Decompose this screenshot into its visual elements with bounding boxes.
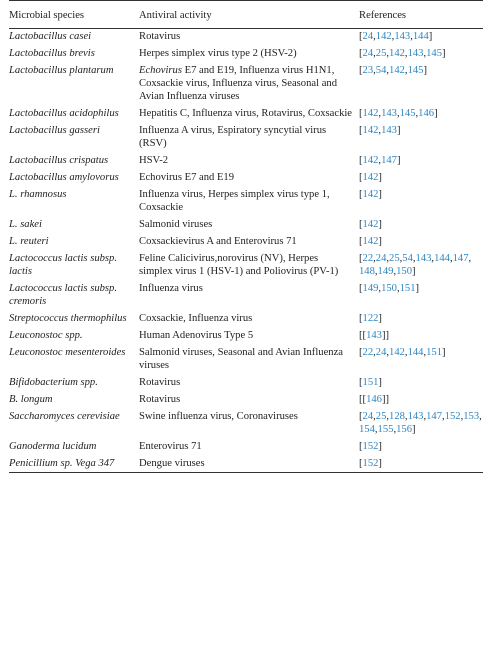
- bracket-open: [: [359, 411, 363, 422]
- reference-link[interactable]: 25: [389, 253, 400, 264]
- reference-separator: ,: [479, 411, 482, 422]
- reference-separator: ,: [442, 411, 445, 422]
- reference-separator: ,: [404, 48, 408, 59]
- reference-separator: ,: [396, 283, 400, 294]
- activity-cell: [139, 311, 359, 328]
- species-cell: L. sakei: [9, 219, 42, 230]
- table-row: [9, 170, 483, 187]
- activity-text: E7 and E19, Influenza virus H1N1, Coxsackie virus, Influenza virus, Seasonal and Avian Influenza viruses: [139, 65, 337, 102]
- reference-link[interactable]: 149: [377, 266, 394, 277]
- reference-link[interactable]: 142: [389, 48, 405, 59]
- bracket-open: [: [359, 458, 363, 469]
- reference-link[interactable]: 54: [402, 253, 413, 264]
- reference-link[interactable]: 142: [362, 125, 379, 136]
- bracket-close: ]: [378, 219, 382, 230]
- reference-link[interactable]: 122: [362, 313, 379, 324]
- table-row: [9, 106, 483, 123]
- bracket-open: [[: [359, 330, 367, 341]
- activity-cell: [139, 217, 359, 234]
- table-row: [9, 217, 483, 234]
- reference-link[interactable]: 148: [359, 266, 375, 277]
- reference-separator: ,: [393, 424, 397, 435]
- reference-link[interactable]: 143: [407, 411, 424, 422]
- reference-separator: ,: [449, 253, 453, 264]
- activity-text: Herpes simplex virus type 2 (HSV-2): [139, 48, 297, 59]
- bracket-open: [: [359, 236, 363, 247]
- reference-link[interactable]: 145: [407, 65, 424, 76]
- reference-separator: ,: [373, 31, 376, 42]
- table-row: [9, 392, 483, 409]
- reference-separator: ,: [412, 253, 416, 264]
- reference-link[interactable]: 152: [444, 411, 461, 422]
- bracket-open: [: [359, 172, 363, 183]
- bracket-close: ]: [378, 458, 382, 469]
- reference-link[interactable]: 143: [394, 31, 411, 42]
- reference-link[interactable]: 151: [426, 347, 443, 358]
- activity-text: HSV-2: [139, 155, 169, 166]
- table-row: [9, 123, 483, 153]
- bracket-open: [: [359, 313, 363, 324]
- header-references: References: [359, 1, 483, 29]
- species-cell: Lactococcus lactis subsp. lactis: [9, 253, 117, 277]
- bracket-close: ]: [378, 172, 382, 183]
- references-cell: [359, 234, 483, 251]
- activity-cell: [139, 345, 359, 375]
- table-row: [9, 153, 483, 170]
- activity-text: Enterovirus 71: [139, 441, 202, 452]
- species-cell: Lactococcus lactis subsp. cremoris: [9, 283, 117, 307]
- reference-link[interactable]: 151: [399, 283, 416, 294]
- reference-link[interactable]: 143: [415, 253, 432, 264]
- activity-cell: [139, 123, 359, 153]
- reference-separator: ,: [386, 411, 390, 422]
- reference-separator: ,: [378, 108, 382, 119]
- species-cell: Bifidobacterium spp.: [9, 377, 98, 388]
- reference-separator: ,: [391, 31, 395, 42]
- header-activity: Antiviral activity: [139, 1, 359, 29]
- reference-link[interactable]: 22: [362, 253, 374, 264]
- reference-link[interactable]: 147: [452, 253, 469, 264]
- activity-cell: [139, 375, 359, 392]
- activity-text: Feline Calicivirus,norovirus (NV), Herpes simplex virus 1 (HSV-1) and Poliovirus (PV-1): [139, 253, 339, 277]
- bracket-open: [: [359, 441, 363, 452]
- reference-link[interactable]: 150: [396, 266, 412, 277]
- header-species: Microbial species: [9, 1, 139, 29]
- activity-text: Influenza A virus, Espiratory syncytial virus (RSV): [139, 125, 327, 149]
- reference-link[interactable]: 147: [426, 411, 443, 422]
- reference-link[interactable]: 142: [362, 108, 379, 119]
- reference-separator: ,: [386, 48, 390, 59]
- references-cell: [359, 123, 483, 153]
- reference-separator: ,: [378, 283, 382, 294]
- reference-separator: ,: [378, 155, 382, 166]
- reference-link[interactable]: 24: [375, 347, 387, 358]
- bracket-close: ]: [434, 108, 438, 119]
- table-row: [9, 311, 483, 328]
- reference-separator: ,: [399, 253, 403, 264]
- reference-link[interactable]: 142: [375, 31, 392, 42]
- reference-link[interactable]: 142: [389, 65, 405, 76]
- reference-link[interactable]: 128: [389, 411, 405, 422]
- references-cell: [359, 311, 483, 328]
- species-cell: Lactobacillus amylovorus: [9, 172, 119, 183]
- reference-link[interactable]: 154: [359, 424, 375, 435]
- reference-separator: ,: [373, 347, 376, 358]
- activity-text: Influenza virus, Herpes simplex virus type 1, Coxsackie: [139, 189, 330, 213]
- table-row: [9, 456, 483, 473]
- bracket-close: ]: [378, 189, 382, 200]
- reference-separator: ,: [373, 411, 376, 422]
- bracket-close: ]]: [381, 330, 390, 341]
- reference-link[interactable]: 142: [389, 347, 405, 358]
- species-cell: Lactobacillus acidophilus: [9, 108, 119, 119]
- reference-link[interactable]: 150: [381, 283, 397, 294]
- reference-link[interactable]: 23: [362, 65, 374, 76]
- reference-link[interactable]: 24: [375, 253, 387, 264]
- bracket-open: [: [359, 347, 363, 358]
- bracket-open: [: [359, 48, 363, 59]
- bracket-close: ]]: [381, 394, 390, 405]
- table-row: [9, 29, 483, 47]
- table-row: [9, 328, 483, 345]
- reference-separator: ,: [423, 347, 427, 358]
- reference-separator: ,: [410, 31, 413, 42]
- table-row: [9, 375, 483, 392]
- bracket-close: ]: [423, 65, 427, 76]
- table-row: [9, 281, 483, 311]
- references-cell: [359, 328, 483, 345]
- reference-link[interactable]: 149: [362, 283, 379, 294]
- bracket-open: [: [359, 125, 363, 136]
- species-cell: Streptococcus thermophilus: [9, 313, 127, 324]
- references-cell: [359, 409, 483, 439]
- reference-link[interactable]: 143: [407, 48, 424, 59]
- bracket-close: ]: [411, 424, 416, 435]
- references-cell: [359, 170, 483, 187]
- activity-cell: [139, 409, 359, 439]
- species-cell: Lactobacillus casei: [9, 31, 92, 42]
- reference-link[interactable]: 144: [412, 31, 429, 42]
- reference-link[interactable]: 147: [381, 155, 397, 166]
- reference-link[interactable]: 142: [362, 189, 379, 200]
- reference-link[interactable]: 152: [362, 458, 379, 469]
- bracket-close: ]: [378, 377, 382, 388]
- antiviral-species-table: [9, 0, 483, 473]
- bracket-close: ]: [428, 31, 433, 42]
- reference-separator: ,: [404, 347, 408, 358]
- reference-separator: ,: [386, 347, 390, 358]
- activity-text: Human Adenovirus Type 5: [139, 330, 254, 341]
- activity-cell: [139, 328, 359, 345]
- references-cell: [359, 63, 483, 106]
- bracket-open: [: [359, 189, 363, 200]
- species-cell: Penicillium sp. Vega 347: [9, 456, 139, 473]
- references-cell: [359, 251, 483, 281]
- references-cell: [359, 345, 483, 375]
- bracket-close: ]: [442, 347, 446, 358]
- activity-text: Echovirus E7 and E19: [139, 172, 235, 183]
- reference-link[interactable]: 153: [463, 411, 480, 422]
- table-row: [9, 345, 483, 375]
- species-cell: L. rhamnosus: [9, 189, 67, 200]
- reference-link[interactable]: 156: [396, 424, 412, 435]
- bracket-open: [: [359, 65, 363, 76]
- reference-link[interactable]: 142: [362, 219, 379, 230]
- reference-separator: ,: [374, 424, 378, 435]
- reference-link[interactable]: 155: [377, 424, 394, 435]
- references-cell: [359, 281, 483, 311]
- references-cell: [359, 456, 483, 473]
- reference-link[interactable]: 54: [375, 65, 387, 76]
- table-row: [9, 409, 483, 439]
- reference-separator: ,: [373, 65, 376, 76]
- bracket-close: ]: [415, 283, 420, 294]
- references-cell: [359, 153, 483, 170]
- reference-separator: ,: [386, 65, 390, 76]
- reference-separator: ,: [423, 48, 427, 59]
- table-row: [9, 46, 483, 63]
- references-cell: [359, 375, 483, 392]
- activity-cell: [139, 439, 359, 456]
- activity-cell: [139, 170, 359, 187]
- species-cell: Lactobacillus plantarum: [9, 65, 114, 76]
- activity-text: Hepatitis C, Influenza virus, Rotavirus, Coxsackie: [139, 108, 353, 119]
- reference-link[interactable]: 24: [362, 31, 374, 42]
- bracket-close: ]: [396, 155, 401, 166]
- activity-italic-text: Echovirus: [139, 65, 182, 76]
- bracket-open: [: [359, 377, 363, 388]
- reference-link[interactable]: 151: [362, 377, 379, 388]
- table-row: [9, 439, 483, 456]
- reference-link[interactable]: 24: [362, 411, 374, 422]
- species-cell: B. longum: [9, 394, 53, 405]
- activity-cell: [139, 153, 359, 170]
- activity-cell: [139, 392, 359, 409]
- reference-link[interactable]: 146: [366, 394, 382, 405]
- table-row: [9, 187, 483, 217]
- bracket-open: [: [359, 219, 363, 230]
- reference-link[interactable]: 143: [366, 330, 382, 341]
- reference-link[interactable]: 144: [434, 253, 450, 264]
- table-row: [9, 234, 483, 251]
- reference-separator: ,: [378, 125, 382, 136]
- activity-text: Rotavirus: [139, 377, 181, 388]
- bracket-close: ]: [378, 441, 382, 452]
- bracket-open: [: [359, 155, 363, 166]
- reference-link[interactable]: 24: [362, 48, 374, 59]
- activity-text: Swine influenza virus, Coronaviruses: [139, 411, 298, 422]
- bracket-open: [: [359, 283, 363, 294]
- header-row: [9, 1, 483, 29]
- reference-separator: ,: [423, 411, 427, 422]
- bracket-close: ]: [378, 236, 382, 247]
- bracket-close: ]: [411, 266, 416, 277]
- activity-text: Influenza virus: [139, 283, 203, 294]
- references-cell: [359, 439, 483, 456]
- reference-link[interactable]: 146: [418, 108, 435, 119]
- table-row: [9, 251, 483, 281]
- activity-text: Rotavirus: [139, 394, 181, 405]
- reference-link[interactable]: 142: [362, 236, 379, 247]
- reference-link[interactable]: 143: [381, 108, 397, 119]
- bracket-open: [[: [359, 394, 367, 405]
- references-cell: [359, 29, 483, 47]
- activity-text: Dengue viruses: [139, 458, 205, 469]
- references-cell: [359, 187, 483, 217]
- reference-separator: ,: [415, 108, 419, 119]
- species-cell: Lactobacillus brevis: [9, 48, 95, 59]
- bracket-close: ]: [378, 313, 382, 324]
- activity-text: Coxsackie, Influenza virus: [139, 313, 253, 324]
- species-cell: Leuconostoc mesenteroides: [9, 347, 126, 358]
- reference-link[interactable]: 25: [375, 48, 387, 59]
- activity-cell: [139, 63, 359, 106]
- reference-link[interactable]: 143: [381, 125, 397, 136]
- species-cell: L. reuteri: [9, 236, 49, 247]
- reference-separator: ,: [393, 266, 397, 277]
- reference-separator: ,: [404, 411, 408, 422]
- activity-cell: [139, 46, 359, 63]
- reference-separator: ,: [404, 65, 408, 76]
- reference-link[interactable]: 142: [362, 172, 379, 183]
- species-cell: Lactobacillus gasseri: [9, 125, 100, 136]
- references-cell: [359, 106, 483, 123]
- references-cell: [359, 217, 483, 234]
- bracket-open: [: [359, 108, 363, 119]
- species-cell: Ganoderma lucidum: [9, 441, 97, 452]
- reference-link[interactable]: 152: [362, 441, 379, 452]
- activity-text: Salmonid viruses: [139, 219, 213, 230]
- references-cell: [359, 46, 483, 63]
- table-row: [9, 63, 483, 106]
- reference-separator: ,: [460, 411, 464, 422]
- bracket-open: [: [359, 253, 363, 264]
- reference-separator: ,: [468, 253, 472, 264]
- reference-separator: ,: [373, 48, 376, 59]
- reference-separator: ,: [386, 253, 390, 264]
- bracket-open: [: [359, 31, 363, 42]
- activity-cell: [139, 281, 359, 311]
- bracket-close: ]: [442, 48, 446, 59]
- reference-link[interactable]: 144: [407, 347, 424, 358]
- activity-cell: [139, 106, 359, 123]
- species-cell: Saccharomyces cerevisiae: [9, 411, 120, 422]
- activity-cell: [139, 456, 359, 473]
- activity-cell: [139, 251, 359, 281]
- table-header: [9, 1, 483, 29]
- species-table-container: [9, 0, 483, 473]
- reference-link[interactable]: 145: [399, 108, 416, 119]
- reference-link[interactable]: 25: [375, 411, 387, 422]
- activity-cell: [139, 29, 359, 47]
- reference-separator: ,: [431, 253, 435, 264]
- references-cell: [359, 392, 483, 409]
- reference-link[interactable]: 22: [362, 347, 374, 358]
- reference-link[interactable]: 142: [362, 155, 379, 166]
- activity-text: Coxsackievirus A and Enterovirus 71: [139, 236, 297, 247]
- activity-cell: [139, 234, 359, 251]
- reference-separator: ,: [373, 253, 376, 264]
- bracket-close: ]: [396, 125, 401, 136]
- activity-cell: [139, 187, 359, 217]
- reference-separator: ,: [374, 266, 378, 277]
- activity-text: Salmonid viruses, Seasonal and Avian Influenza viruses: [139, 347, 343, 371]
- reference-link[interactable]: 145: [426, 48, 443, 59]
- species-cell: Leuconostoc spp.: [9, 330, 83, 341]
- species-cell: Lactobacillus crispatus: [9, 155, 109, 166]
- reference-separator: ,: [396, 108, 400, 119]
- table-body: [9, 29, 483, 473]
- activity-text: Rotavirus: [139, 31, 181, 42]
